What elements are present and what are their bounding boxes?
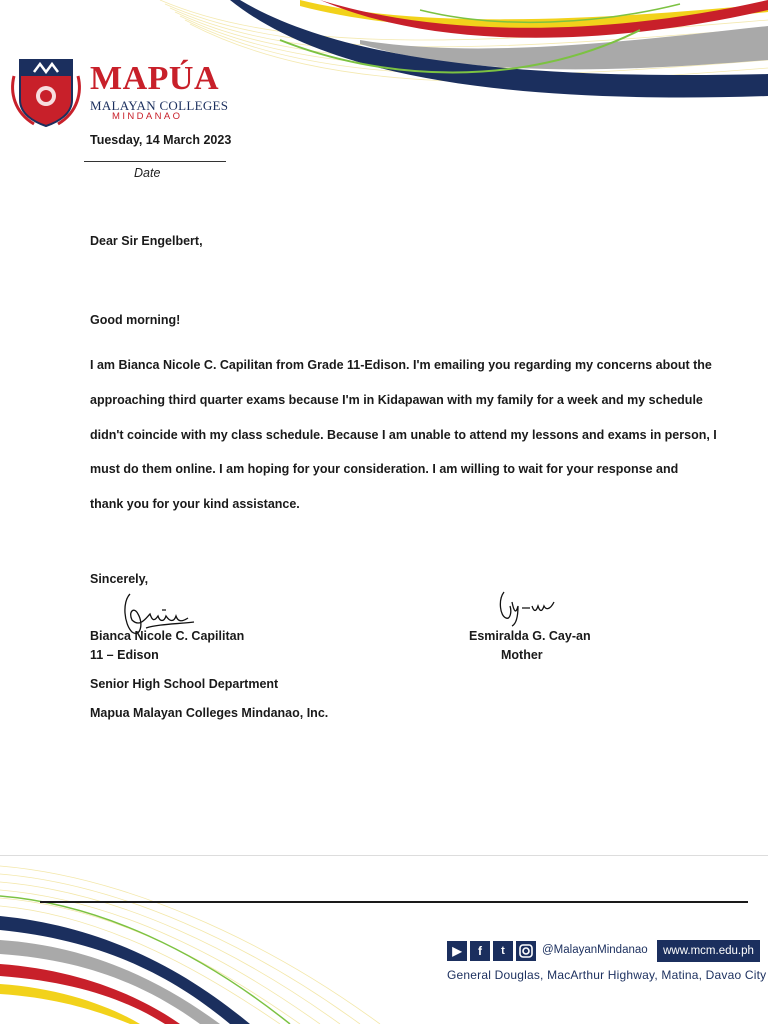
twitter-icon[interactable]: t: [493, 941, 513, 961]
school-seal-icon: [6, 56, 86, 128]
sender-name: Bianca Nicole C. Capilitan: [90, 629, 245, 643]
footer-rule: [40, 901, 748, 903]
salutation: Dear Sir Engelbert,: [90, 234, 203, 248]
date-label: Date: [134, 166, 161, 180]
footer-swoosh-graphic: [0, 856, 400, 1024]
instagram-icon[interactable]: [516, 941, 536, 961]
closing: Sincerely,: [90, 572, 149, 586]
youtube-icon[interactable]: ▶: [447, 941, 467, 961]
parent-name: Esmiralda G. Cay-an: [469, 629, 591, 643]
website-link[interactable]: www.mcm.edu.ph: [657, 940, 760, 962]
sender-department: Senior High School Department: [90, 677, 279, 691]
body-line: thank you for your kind assistance.: [90, 497, 300, 511]
parent-relation: Mother: [501, 648, 543, 662]
parent-signature: [494, 588, 556, 628]
date-rule: [84, 161, 226, 162]
greeting: Good morning!: [90, 313, 181, 327]
letter-date: Tuesday, 14 March 2023: [90, 133, 232, 147]
body-line: must do them online. I am hoping for your consideration. I am willing to wait for your response and: [90, 462, 679, 476]
sender-institution: Mapua Malayan Colleges Mindanao, Inc.: [90, 706, 329, 720]
facebook-icon[interactable]: f: [470, 941, 490, 961]
school-name-logo: MAPÚA: [90, 60, 220, 97]
body-line: didn't coincide with my class schedule. Because I am unable to attend my lessons and exams in person, I: [90, 428, 717, 442]
school-name-line3: MINDANAO: [112, 111, 183, 122]
school-name-line2: MALAYAN COLLEGES: [90, 98, 229, 113]
sender-section: 11 – Edison: [90, 648, 159, 662]
body-line: approaching third quarter exams because I'm in Kidapawan with my family for a week and my schedule: [90, 393, 703, 407]
social-handle[interactable]: @MalayanMindanao: [542, 944, 648, 956]
body-line: I am Bianca Nicole C. Capilitan from Grade 11-Edison. I'm emailing you regarding my concerns about the: [90, 358, 712, 372]
footer-address: General Douglas, MacArthur Highway, Matina, Davao City: [447, 968, 767, 982]
